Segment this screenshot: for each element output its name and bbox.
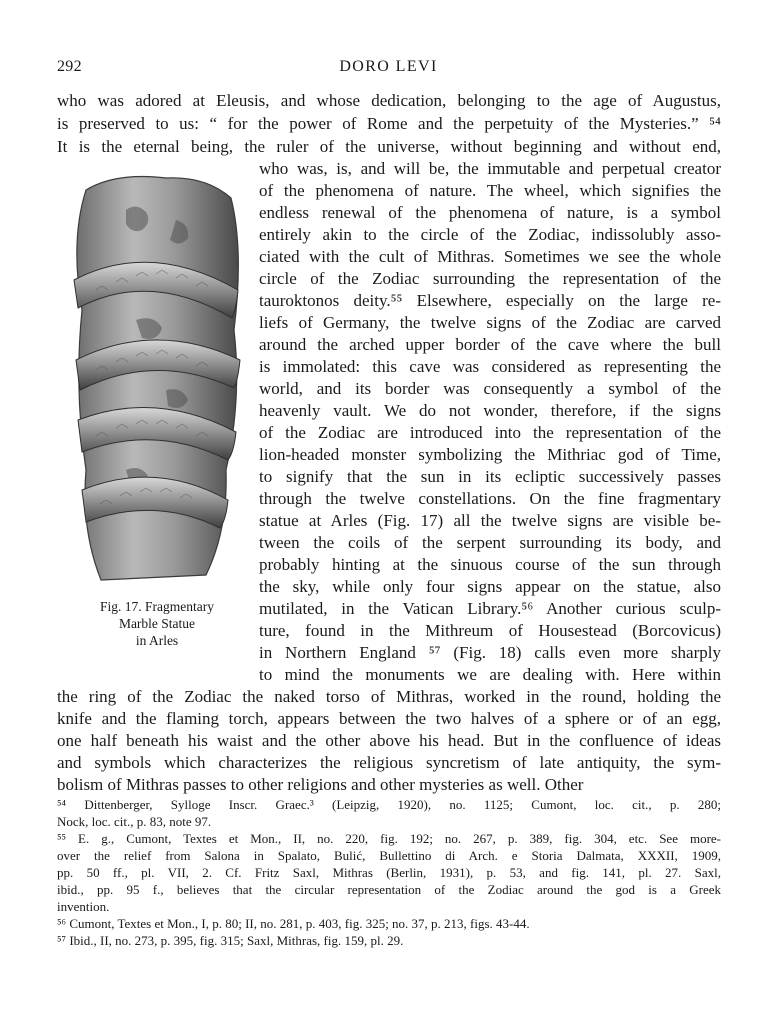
footnote-line: invention. <box>57 899 110 914</box>
running-head: DORO LEVI <box>339 58 438 75</box>
body-line: liefs of Germany, the twelve signs of the Zodiac are carved <box>259 313 721 332</box>
body-line: the sky, while only four signs appear on the statue, also <box>259 577 721 596</box>
body-line: and symbols which characterizes the religious syncretism of late antiquity, the sym- <box>57 753 721 772</box>
body-line: statue at Arles (Fig. 17) all the twelve signs are visible be- <box>259 511 721 530</box>
body-line: one half beneath his waist and the other above his head. But in the confluence of ideas <box>57 731 721 750</box>
footnote-line: ⁵⁵ E. g., Cumont, Textes et Mon., II, no. 220, fig. 192; no. 267, p. 389, fig. 304, etc. See more- <box>57 831 721 846</box>
footnote-line: ⁵⁷ Ibid., II, no. 273, p. 395, fig. 315; Saxl, Mithras, fig. 159, pl. 29. <box>57 933 404 948</box>
figure-caption-line: Marble Statue <box>118 616 196 631</box>
footnote-line: pp. 50 ff., pl. VII, 2. Cf. Fritz Saxl, Mithras (Berlin, 1931), p. 53, and fig. 141, pl. 27. Saxl, <box>57 865 721 880</box>
body-line: world, and its border was consequently a symbol of the <box>259 379 721 398</box>
statue-photo <box>56 170 246 590</box>
body-line: who was, is, and will be, the immutable and perpetual creator <box>259 159 721 178</box>
body-line: around the arched upper border of the cave where the bull <box>259 335 721 354</box>
body-line: is preserved to us: “ for the power of Rome and the perpetuity of the Mysteries.” ⁵⁴ <box>57 114 721 133</box>
body-line: to signify that the sun in its ecliptic successively passes <box>259 467 721 486</box>
footnote-line: Nock, loc. cit., p. 83, note 97. <box>57 814 212 829</box>
body-line: bolism of Mithras passes to other religions and other mysteries as well. Other <box>57 775 584 794</box>
footnote-line: ⁵⁶ Cumont, Textes et Mon., I, p. 80; II, no. 281, p. 403, fig. 325; no. 37, p. 213, figs. 43-44. <box>57 916 530 931</box>
figure-caption-line: Fig. 17. Fragmentary <box>100 599 214 614</box>
body-line: the ring of the Zodiac the naked torso of Mithras, worked in the round, holding the <box>57 687 721 706</box>
body-line: of the Zodiac are introduced into the representation of the <box>259 423 721 442</box>
body-line: heavenly vault. We do not wonder, therefore, if the signs <box>259 401 721 420</box>
body-line: knife and the flaming torch, appears between the two halves of a sphere or of an egg, <box>57 709 721 728</box>
body-line: probably hinting at the sinuous course of the sun through <box>259 555 721 574</box>
body-line: endless renewal of the phenomena of nature, is a symbol <box>259 203 721 222</box>
body-line: lion-headed monster symbolizing the Mithriac god of Time, <box>259 445 721 464</box>
body-line: in Northern England ⁵⁷ (Fig. 18) calls even more sharply <box>259 643 721 662</box>
body-line: mutilated, in the Vatican Library.⁵⁶ Another curious sculp- <box>259 599 721 618</box>
body-line: tauroktonos deity.⁵⁵ Elsewhere, especially on the large re- <box>259 291 721 310</box>
body-line: through the twelve constellations. On the fine fragmentary <box>259 489 721 508</box>
body-line: entirely akin to the circle of the Zodiac, indissolubly asso- <box>259 225 721 244</box>
body-line: to mind the monuments we are dealing with. Here within <box>259 665 721 684</box>
footnote-line: over the relief from Salona in Spalato, Bulić, Bullettino di Arch. e Storia Dalmata, XXXII, 1909, <box>57 848 721 863</box>
body-line: of the phenomena of nature. The wheel, which signifies the <box>259 181 721 200</box>
body-line: ciated with the cult of Mithras. Sometimes we see the whole <box>259 247 721 266</box>
page-number: 292 <box>57 58 82 75</box>
body-line: ture, found in the Mithreum of Housestead (Borcovicus) <box>259 621 721 640</box>
body-line: tween the coils of the serpent surrounding its body, and <box>259 533 721 552</box>
body-line: It is the eternal being, the ruler of the universe, without beginning and without end, <box>57 137 721 156</box>
footnote-line: ⁵⁴ Dittenberger, Sylloge Inscr. Graec.³ (Leipzig, 1920), no. 1125; Cumont, loc. cit., p. 280; <box>57 797 721 812</box>
body-line: is immolated: this cave was considered as representing the <box>259 357 721 376</box>
footnote-line: ibid., pp. 95 f., believes that the circular representation of the Zodiac around the god is a Greek <box>57 882 721 897</box>
figure-caption-line: in Arles <box>135 633 179 648</box>
body-line: who was adored at Eleusis, and whose dedication, belonging to the age of Augustus, <box>57 91 721 110</box>
body-line: circle of the Zodiac surrounding the representation of the <box>259 269 721 288</box>
